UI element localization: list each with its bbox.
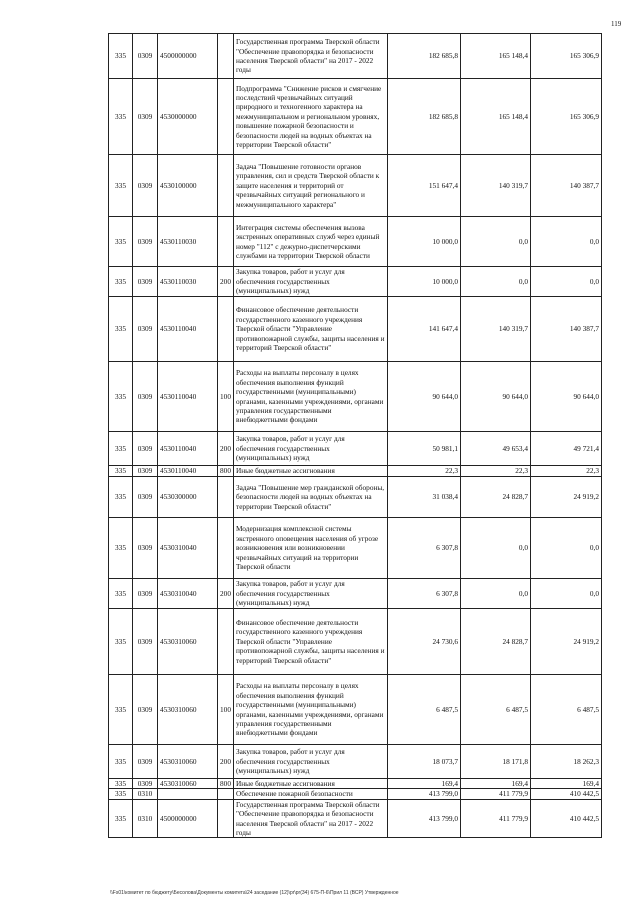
- ministry-code-cell: 335: [109, 799, 133, 838]
- ministry-code-cell: 335: [109, 362, 133, 432]
- amount-year2-cell: 140 319,7: [461, 155, 531, 217]
- table-row: [109, 579, 602, 609]
- expense-type-cell: 200: [218, 267, 234, 297]
- item-name-cell: Иные бюджетные ассигнования: [234, 466, 388, 477]
- table-row: [109, 799, 602, 838]
- expense-type-cell: 200: [218, 432, 234, 466]
- amount-year2-cell: 90 644,0: [461, 362, 531, 432]
- amount-year3-cell: 165 306,9: [531, 34, 602, 79]
- table-row: [109, 34, 602, 79]
- expense-type-cell: [218, 155, 234, 217]
- file-path-footer: \\Fs01\комитет по бюджету\Бесолова\Документы комитета\24 заседание (12)\pr\pr(34) 675-П-6\Прил 11 (ВСР) Утвержденное: [110, 890, 399, 896]
- expense-type-cell: [218, 609, 234, 675]
- target-article-cell: 4530310060: [158, 675, 218, 745]
- section-code-cell: 0309: [133, 779, 158, 789]
- target-article-cell: 4530310040: [158, 518, 218, 579]
- section-code-cell: 0309: [133, 466, 158, 477]
- target-article-cell: 4530310060: [158, 609, 218, 675]
- table-row: [109, 155, 602, 217]
- amount-year3-cell: 24 919,2: [531, 609, 602, 675]
- target-article-cell: 4530110040: [158, 362, 218, 432]
- section-code-cell: 0309: [133, 362, 158, 432]
- target-article-cell: 4530000000: [158, 79, 218, 155]
- expense-type-cell: [218, 34, 234, 79]
- item-name-cell: Подпрограмма "Снижение рисков и смягчение последствий чрезвычайных ситуаций природного и техногенного характера на межмуниципальном и региональном уровнях, повышение пожарной безопасности и безопасности людей на водных объектах на территории Тверской области": [234, 79, 388, 155]
- expense-type-cell: [218, 518, 234, 579]
- ministry-code-cell: 335: [109, 745, 133, 779]
- table-row: [109, 779, 602, 789]
- table-row: [109, 675, 602, 745]
- amount-year1-cell: 24 730,6: [388, 609, 461, 675]
- ministry-code-cell: 335: [109, 34, 133, 79]
- item-name-cell: Задача "Повышение готовности органов управления, сил и средств Тверской области к защите населения и территорий от чрезвычайных ситуаций регионального и межмуниципального характера": [234, 155, 388, 217]
- item-name-cell: Финансовое обеспечение деятельности государственного казенного учреждения Тверской области "Управление противопожарной службы, защиты населения и территорий Тверской области": [234, 609, 388, 675]
- amount-year3-cell: 18 262,3: [531, 745, 602, 779]
- item-name-cell: Модернизация комплексной системы экстренного оповещения населения об угрозе возникновения или возникновении чрезвычайных ситуаций на территории Тверской области: [234, 518, 388, 579]
- table-row: [109, 518, 602, 579]
- amount-year1-cell: 10 000,0: [388, 267, 461, 297]
- target-article-cell: 4530310040: [158, 579, 218, 609]
- amount-year2-cell: 165 148,4: [461, 34, 531, 79]
- section-code-cell: 0309: [133, 579, 158, 609]
- target-article-cell: 4530110040: [158, 432, 218, 466]
- amount-year3-cell: 140 387,7: [531, 297, 602, 362]
- budget-table: [108, 33, 602, 838]
- section-code-cell: 0309: [133, 34, 158, 79]
- amount-year3-cell: 410 442,5: [531, 789, 602, 799]
- amount-year2-cell: 140 319,7: [461, 297, 531, 362]
- amount-year3-cell: 90 644,0: [531, 362, 602, 432]
- amount-year3-cell: 169,4: [531, 779, 602, 789]
- expense-type-cell: [218, 789, 234, 799]
- item-name-cell: Задача "Повышение мер гражданской обороны, безопасности людей на водных объектах на территории Тверской области": [234, 477, 388, 518]
- amount-year1-cell: 31 038,4: [388, 477, 461, 518]
- section-code-cell: 0309: [133, 267, 158, 297]
- amount-year3-cell: 22,3: [531, 466, 602, 477]
- amount-year3-cell: 0,0: [531, 579, 602, 609]
- section-code-cell: 0309: [133, 155, 158, 217]
- amount-year2-cell: 165 148,4: [461, 79, 531, 155]
- expense-type-cell: 800: [218, 466, 234, 477]
- expense-type-cell: [218, 799, 234, 838]
- amount-year3-cell: 0,0: [531, 267, 602, 297]
- amount-year3-cell: 49 721,4: [531, 432, 602, 466]
- amount-year2-cell: 0,0: [461, 579, 531, 609]
- ministry-code-cell: 335: [109, 79, 133, 155]
- target-article-cell: 4530300000: [158, 477, 218, 518]
- target-article-cell: 4530110030: [158, 217, 218, 267]
- amount-year1-cell: 6 307,8: [388, 518, 461, 579]
- expense-type-cell: [218, 477, 234, 518]
- target-article-cell: 4530100000: [158, 155, 218, 217]
- amount-year2-cell: 24 828,7: [461, 609, 531, 675]
- item-name-cell: Расходы на выплаты персоналу в целях обеспечения выполнения функций государственными (муниципальными) органами, казенными учреждениями, органами управления государственными внебюджетными фондами: [234, 362, 388, 432]
- item-name-cell: Финансовое обеспечение деятельности государственного казенного учреждения Тверской области "Управление противопожарной службы, защиты населения и территорий Тверской области": [234, 297, 388, 362]
- table-row: [109, 789, 602, 799]
- target-article-cell: 4530110030: [158, 267, 218, 297]
- table-row: [109, 297, 602, 362]
- ministry-code-cell: 335: [109, 432, 133, 466]
- amount-year1-cell: 151 647,4: [388, 155, 461, 217]
- ministry-code-cell: 335: [109, 477, 133, 518]
- table-row: [109, 609, 602, 675]
- page-number: 119: [611, 20, 622, 28]
- amount-year1-cell: 90 644,0: [388, 362, 461, 432]
- ministry-code-cell: 335: [109, 675, 133, 745]
- ministry-code-cell: 335: [109, 518, 133, 579]
- amount-year1-cell: 18 073,7: [388, 745, 461, 779]
- amount-year1-cell: 413 799,0: [388, 789, 461, 799]
- table-row: [109, 217, 602, 267]
- amount-year1-cell: 182 685,8: [388, 79, 461, 155]
- section-code-cell: 0309: [133, 745, 158, 779]
- section-code-cell: 0309: [133, 518, 158, 579]
- ministry-code-cell: 335: [109, 779, 133, 789]
- item-name-cell: Интеграция системы обеспечения вызова экстренных оперативных служб через единый номер "112" с дежурно-диспетчерскими службами на территории Тверской области: [234, 217, 388, 267]
- amount-year2-cell: 49 653,4: [461, 432, 531, 466]
- item-name-cell: Обеспечение пожарной безопасности: [234, 789, 388, 799]
- amount-year2-cell: 22,3: [461, 466, 531, 477]
- section-code-cell: 0309: [133, 297, 158, 362]
- section-code-cell: 0309: [133, 432, 158, 466]
- section-code-cell: 0310: [133, 799, 158, 838]
- amount-year2-cell: 0,0: [461, 267, 531, 297]
- target-article-cell: 4530310060: [158, 779, 218, 789]
- item-name-cell: Государственная программа Тверской области "Обеспечение правопорядка и безопасности населения Тверской области" на 2017 - 2022 годы: [234, 34, 388, 79]
- expense-type-cell: 100: [218, 362, 234, 432]
- table-row: [109, 466, 602, 477]
- expense-type-cell: [218, 79, 234, 155]
- item-name-cell: Закупка товаров, работ и услуг для обеспечения государственных (муниципальных) нужд: [234, 432, 388, 466]
- ministry-code-cell: 335: [109, 217, 133, 267]
- amount-year2-cell: 0,0: [461, 518, 531, 579]
- section-code-cell: 0309: [133, 217, 158, 267]
- amount-year1-cell: 10 000,0: [388, 217, 461, 267]
- target-article-cell: 4530110040: [158, 297, 218, 362]
- target-article-cell: 4530110040: [158, 466, 218, 477]
- section-code-cell: 0309: [133, 609, 158, 675]
- item-name-cell: Иные бюджетные ассигнования: [234, 779, 388, 789]
- amount-year2-cell: 18 171,8: [461, 745, 531, 779]
- amount-year1-cell: 50 981,1: [388, 432, 461, 466]
- expense-type-cell: [218, 217, 234, 267]
- amount-year2-cell: 411 779,9: [461, 789, 531, 799]
- ministry-code-cell: 335: [109, 789, 133, 799]
- amount-year1-cell: 169,4: [388, 779, 461, 789]
- expense-type-cell: [218, 297, 234, 362]
- amount-year3-cell: 140 387,7: [531, 155, 602, 217]
- amount-year3-cell: 0,0: [531, 518, 602, 579]
- table-row: [109, 79, 602, 155]
- amount-year1-cell: 6 487,5: [388, 675, 461, 745]
- amount-year1-cell: 413 799,0: [388, 799, 461, 838]
- item-name-cell: Закупка товаров, работ и услуг для обеспечения государственных (муниципальных) нужд: [234, 267, 388, 297]
- amount-year3-cell: 24 919,2: [531, 477, 602, 518]
- section-code-cell: 0309: [133, 675, 158, 745]
- table-row: [109, 267, 602, 297]
- amount-year2-cell: 24 828,7: [461, 477, 531, 518]
- amount-year3-cell: 0,0: [531, 217, 602, 267]
- table-row: [109, 362, 602, 432]
- table-row: [109, 432, 602, 466]
- amount-year3-cell: 6 487,5: [531, 675, 602, 745]
- item-name-cell: Государственная программа Тверской области "Обеспечение правопорядка и безопасности населения Тверской области" на 2017 - 2022 годы: [234, 799, 388, 838]
- target-article-cell: 4530310060: [158, 745, 218, 779]
- amount-year1-cell: 182 685,8: [388, 34, 461, 79]
- ministry-code-cell: 335: [109, 609, 133, 675]
- table-row: [109, 477, 602, 518]
- target-article-cell: 4500000000: [158, 34, 218, 79]
- ministry-code-cell: 335: [109, 579, 133, 609]
- table-body: [109, 34, 602, 838]
- expense-type-cell: 200: [218, 579, 234, 609]
- amount-year2-cell: 411 779,9: [461, 799, 531, 838]
- expense-type-cell: 100: [218, 675, 234, 745]
- section-code-cell: 0309: [133, 477, 158, 518]
- amount-year2-cell: 6 487,5: [461, 675, 531, 745]
- item-name-cell: Расходы на выплаты персоналу в целях обеспечения выполнения функций государственными (муниципальными) органами, казенными учреждениями, органами управления государственными внебюджетными фондами: [234, 675, 388, 745]
- ministry-code-cell: 335: [109, 297, 133, 362]
- amount-year1-cell: 6 307,8: [388, 579, 461, 609]
- section-code-cell: 0310: [133, 789, 158, 799]
- amount-year2-cell: 0,0: [461, 217, 531, 267]
- amount-year1-cell: 141 647,4: [388, 297, 461, 362]
- amount-year3-cell: 165 306,9: [531, 79, 602, 155]
- item-name-cell: Закупка товаров, работ и услуг для обеспечения государственных (муниципальных) нужд: [234, 579, 388, 609]
- table-row: [109, 745, 602, 779]
- item-name-cell: Закупка товаров, работ и услуг для обеспечения государственных (муниципальных) нужд: [234, 745, 388, 779]
- expense-type-cell: 800: [218, 779, 234, 789]
- amount-year1-cell: 22,3: [388, 466, 461, 477]
- ministry-code-cell: 335: [109, 155, 133, 217]
- ministry-code-cell: 335: [109, 267, 133, 297]
- amount-year2-cell: 169,4: [461, 779, 531, 789]
- target-article-cell: 4500000000: [158, 799, 218, 838]
- amount-year3-cell: 410 442,5: [531, 799, 602, 838]
- target-article-cell: [158, 789, 218, 799]
- ministry-code-cell: 335: [109, 466, 133, 477]
- section-code-cell: 0309: [133, 79, 158, 155]
- expense-type-cell: 200: [218, 745, 234, 779]
